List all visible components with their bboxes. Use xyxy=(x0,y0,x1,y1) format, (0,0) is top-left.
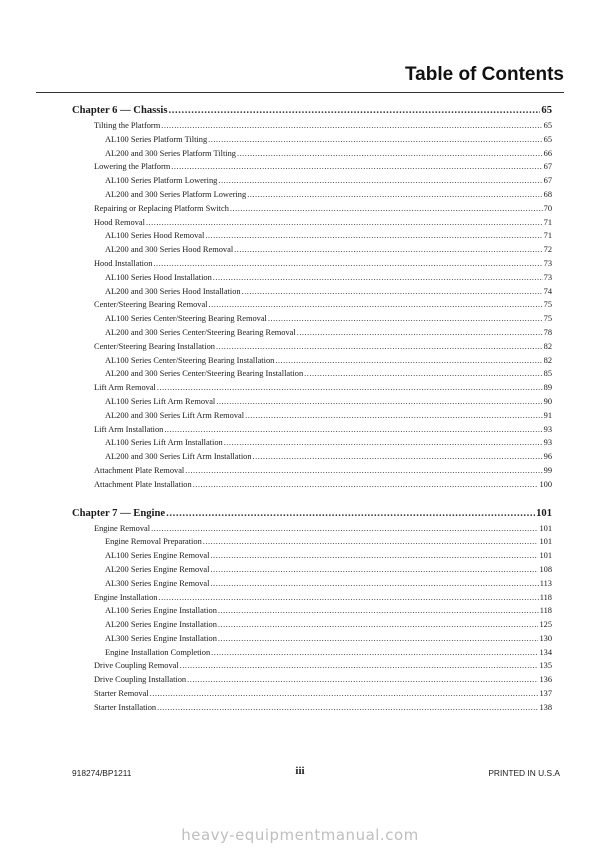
toc-entry-page: 85 xyxy=(543,369,552,379)
toc-entry[interactable] xyxy=(72,285,552,299)
toc-entry[interactable] xyxy=(72,147,552,161)
toc-entry[interactable] xyxy=(72,395,552,409)
dot-leader xyxy=(304,367,542,381)
toc-entry-page: 137 xyxy=(539,689,552,699)
printed-notice: PRINTED IN U.S.A xyxy=(488,768,560,778)
toc-entry-page: 65 xyxy=(543,121,552,130)
dot-leader xyxy=(146,216,543,230)
toc-entry[interactable] xyxy=(72,257,552,271)
toc-entry-title: Center/Steering Bearing Installation xyxy=(94,341,215,351)
toc-entry[interactable] xyxy=(72,381,552,395)
toc-entry-title: Tilting the Platform xyxy=(94,121,161,130)
chapter-title: Chapter 6 — Chassis xyxy=(72,105,168,116)
toc-entry[interactable] xyxy=(72,701,552,715)
dot-leader xyxy=(150,687,539,701)
toc-entry-page: 70 xyxy=(543,203,552,213)
dot-leader xyxy=(171,160,542,174)
toc-entry-page: 71 xyxy=(543,231,552,241)
dot-leader xyxy=(216,395,542,409)
toc-entry-page: 101 xyxy=(539,551,552,561)
toc-entry[interactable] xyxy=(72,464,552,478)
toc-entry-page: 67 xyxy=(543,162,552,172)
toc-entry-title: AL100 Series Lift Arm Removal xyxy=(105,396,216,406)
toc-entry-title: Attachment Plate Installation xyxy=(94,479,192,489)
toc-entry-page: 74 xyxy=(543,286,552,296)
toc-entry[interactable] xyxy=(72,188,552,202)
toc-entry[interactable] xyxy=(72,133,552,147)
toc-entry-page: 100 xyxy=(539,479,552,489)
toc-entry[interactable] xyxy=(72,659,552,673)
toc-entry[interactable] xyxy=(72,312,552,326)
chapter-page: 101 xyxy=(536,507,552,519)
toc-entry[interactable] xyxy=(72,549,552,563)
page-title: Table of Contents xyxy=(404,64,564,85)
dot-leader xyxy=(230,202,543,216)
toc-entry[interactable] xyxy=(72,646,552,660)
toc-entry-title: AL200 Series Engine Removal xyxy=(105,564,210,574)
dot-leader xyxy=(164,423,542,437)
table-of-contents xyxy=(72,103,552,715)
dot-leader xyxy=(166,506,535,522)
toc-entry-title: AL300 Series Engine Removal xyxy=(105,578,210,588)
toc-entry[interactable] xyxy=(72,577,552,591)
toc-entry-page: 67 xyxy=(543,176,552,186)
toc-entry[interactable] xyxy=(72,436,552,450)
toc-entry-title: AL200 and 300 Series Center/Steering Bearing Removal xyxy=(105,327,296,337)
dot-leader xyxy=(268,312,543,326)
dot-leader xyxy=(157,381,543,395)
toc-entry-page: 113 xyxy=(539,578,552,588)
chapter-heading[interactable] xyxy=(72,506,552,522)
toc-entry-page: 75 xyxy=(543,314,552,324)
toc-entry-title: Center/Steering Bearing Removal xyxy=(94,300,208,310)
toc-entry[interactable] xyxy=(72,687,552,701)
toc-entry-title: AL100 Series Platform Tilting xyxy=(105,134,208,144)
toc-entry-title: AL200 Series Engine Installation xyxy=(105,620,217,630)
dot-leader xyxy=(224,436,543,450)
toc-entry-page: 108 xyxy=(539,564,552,574)
toc-entry-title: Lift Arm Installation xyxy=(94,424,164,434)
toc-entry-title: AL200 and 300 Series Platform Tilting xyxy=(105,148,236,158)
toc-entry-title: AL200 and 300 Series Lift Arm Removal xyxy=(105,410,245,420)
dot-leader xyxy=(168,103,540,119)
toc-entry-page: 118 xyxy=(539,606,552,616)
toc-entry-page: 99 xyxy=(543,465,552,475)
dot-leader xyxy=(153,257,542,271)
dot-leader xyxy=(210,549,538,563)
dot-leader xyxy=(203,535,539,549)
toc-entry[interactable] xyxy=(72,535,552,549)
dot-leader xyxy=(213,271,543,285)
watermark: heavy-equipmentmanual.com xyxy=(181,826,419,844)
toc-entry[interactable] xyxy=(72,243,552,257)
toc-entry[interactable] xyxy=(72,673,552,687)
toc-entry[interactable] xyxy=(72,354,552,368)
chapter-spacer xyxy=(72,492,552,506)
dot-leader xyxy=(218,618,539,632)
dot-leader xyxy=(209,298,543,312)
toc-entry-title: AL300 Series Engine Installation xyxy=(105,633,217,643)
toc-entry-title: Drive Coupling Installation xyxy=(94,675,187,685)
toc-entry-page: 130 xyxy=(539,633,552,643)
toc-entry[interactable] xyxy=(72,409,552,423)
dot-leader xyxy=(161,119,542,133)
toc-entry-title: AL200 and 300 Series Hood Removal xyxy=(105,245,234,255)
toc-entry[interactable] xyxy=(72,367,552,381)
page-number: iii xyxy=(295,765,305,777)
dot-leader xyxy=(187,673,538,687)
toc-entry-page: 89 xyxy=(543,383,552,393)
toc-entry-page: 71 xyxy=(543,217,552,227)
toc-entry-title: Starter Installation xyxy=(94,702,157,712)
toc-entry-title: Engine Installation xyxy=(94,592,158,602)
toc-entry-title: AL200 and 300 Series Center/Steering Bearing Installation xyxy=(105,369,304,379)
toc-entry[interactable] xyxy=(72,563,552,577)
toc-entry-title: Hood Installation xyxy=(94,258,153,268)
toc-entry-title: AL100 Series Platform Lowering xyxy=(105,176,218,186)
toc-entry[interactable] xyxy=(72,202,552,216)
toc-entry[interactable] xyxy=(72,591,552,605)
dot-leader xyxy=(185,464,542,478)
toc-entry[interactable] xyxy=(72,478,552,492)
dot-leader xyxy=(234,243,542,257)
toc-entry[interactable] xyxy=(72,604,552,618)
toc-entry[interactable] xyxy=(72,632,552,646)
toc-entry[interactable] xyxy=(72,271,552,285)
dot-leader xyxy=(218,174,542,188)
toc-entry-page: 135 xyxy=(539,661,552,671)
chapter-page: 65 xyxy=(541,105,552,116)
toc-entry-title: Engine Installation Completion xyxy=(105,647,211,657)
dot-leader xyxy=(157,701,538,715)
toc-entry-page: 101 xyxy=(539,523,552,533)
toc-entry-page: 134 xyxy=(539,647,552,657)
toc-entry[interactable] xyxy=(72,618,552,632)
toc-entry[interactable] xyxy=(72,229,552,243)
toc-entry-title: AL100 Series Hood Removal xyxy=(105,231,205,241)
chapter-title: Chapter 7 — Engine xyxy=(72,507,166,519)
toc-entry-title: AL100 Series Center/Steering Bearing Installation xyxy=(105,355,275,365)
dot-leader xyxy=(275,354,542,368)
toc-entry-title: AL200 and 300 Series Hood Installation xyxy=(105,286,241,296)
toc-entry-page: 90 xyxy=(543,396,552,406)
dot-leader xyxy=(247,188,542,202)
dot-leader xyxy=(193,478,539,492)
toc-entry-page: 82 xyxy=(543,341,552,351)
toc-entry[interactable] xyxy=(72,326,552,340)
toc-entry-title: Lowering the Platform xyxy=(94,162,171,172)
toc-entry-page: 93 xyxy=(543,424,552,434)
toc-entry-title: Drive Coupling Removal xyxy=(94,661,179,671)
dot-leader xyxy=(218,632,539,646)
toc-entry-title: AL100 Series Hood Installation xyxy=(105,272,212,282)
dot-leader xyxy=(151,522,538,536)
toc-entry-page: 93 xyxy=(543,438,552,448)
toc-entry[interactable] xyxy=(72,298,552,312)
toc-entry-title: Repairing or Replacing Platform Switch xyxy=(94,203,229,213)
toc-entry-title: Engine Removal xyxy=(94,523,151,533)
dot-leader xyxy=(180,659,539,673)
toc-entry-page: 65 xyxy=(543,134,552,144)
dot-leader xyxy=(253,450,543,464)
toc-entry[interactable] xyxy=(72,423,552,437)
toc-entry-title: Starter Removal xyxy=(94,689,149,699)
toc-entry-page: 138 xyxy=(539,702,552,712)
toc-entry-page: 73 xyxy=(543,272,552,282)
toc-entry-page: 72 xyxy=(543,245,552,255)
toc-entry-title: Lift Arm Removal xyxy=(94,383,156,393)
toc-entry-title: AL100 Series Center/Steering Bearing Removal xyxy=(105,314,267,324)
dot-leader xyxy=(216,340,543,354)
dot-leader xyxy=(159,591,539,605)
dot-leader xyxy=(218,604,539,618)
dot-leader xyxy=(237,147,543,161)
toc-entry-page: 66 xyxy=(543,148,552,158)
toc-entry-title: Hood Removal xyxy=(94,217,145,227)
toc-entry-page: 68 xyxy=(543,189,552,199)
dot-leader xyxy=(205,229,542,243)
toc-entry-page: 73 xyxy=(543,258,552,268)
dot-leader xyxy=(210,563,538,577)
toc-entry-title: Engine Removal Preparation xyxy=(105,537,202,547)
toc-entry-title: AL100 Series Lift Arm Installation xyxy=(105,438,223,448)
dot-leader xyxy=(211,646,538,660)
toc-entry-page: 136 xyxy=(539,675,552,685)
dot-leader xyxy=(210,577,538,591)
toc-entry-page: 78 xyxy=(543,327,552,337)
toc-entry-page: 101 xyxy=(539,537,552,547)
toc-entry[interactable] xyxy=(72,340,552,354)
document-number: 918274/BP1211 xyxy=(72,768,132,778)
toc-entry[interactable] xyxy=(72,119,552,133)
dot-leader xyxy=(242,285,543,299)
toc-entry-page: 118 xyxy=(539,592,552,602)
dot-leader xyxy=(297,326,543,340)
chapter-heading[interactable] xyxy=(72,103,552,119)
toc-entry-page: 82 xyxy=(543,355,552,365)
title-divider xyxy=(36,92,564,93)
toc-entry[interactable] xyxy=(72,522,552,536)
toc-entry[interactable] xyxy=(72,174,552,188)
toc-entry-title: Attachment Plate Removal xyxy=(94,465,185,475)
dot-leader xyxy=(208,133,542,147)
toc-entry[interactable] xyxy=(72,216,552,230)
toc-entry[interactable] xyxy=(72,450,552,464)
toc-entry-page: 125 xyxy=(539,620,552,630)
toc-entry-title: AL200 and 300 Series Lift Arm Installation xyxy=(105,452,252,462)
dot-leader xyxy=(245,409,543,423)
toc-entry-title: AL100 Series Engine Installation xyxy=(105,606,217,616)
toc-entry-title: AL100 Series Engine Removal xyxy=(105,551,210,561)
toc-entry[interactable] xyxy=(72,160,552,174)
toc-entry-page: 96 xyxy=(543,452,552,462)
toc-entry-title: AL200 and 300 Series Platform Lowering xyxy=(105,189,247,199)
toc-entry-page: 75 xyxy=(543,300,552,310)
toc-entry-page: 91 xyxy=(543,410,552,420)
